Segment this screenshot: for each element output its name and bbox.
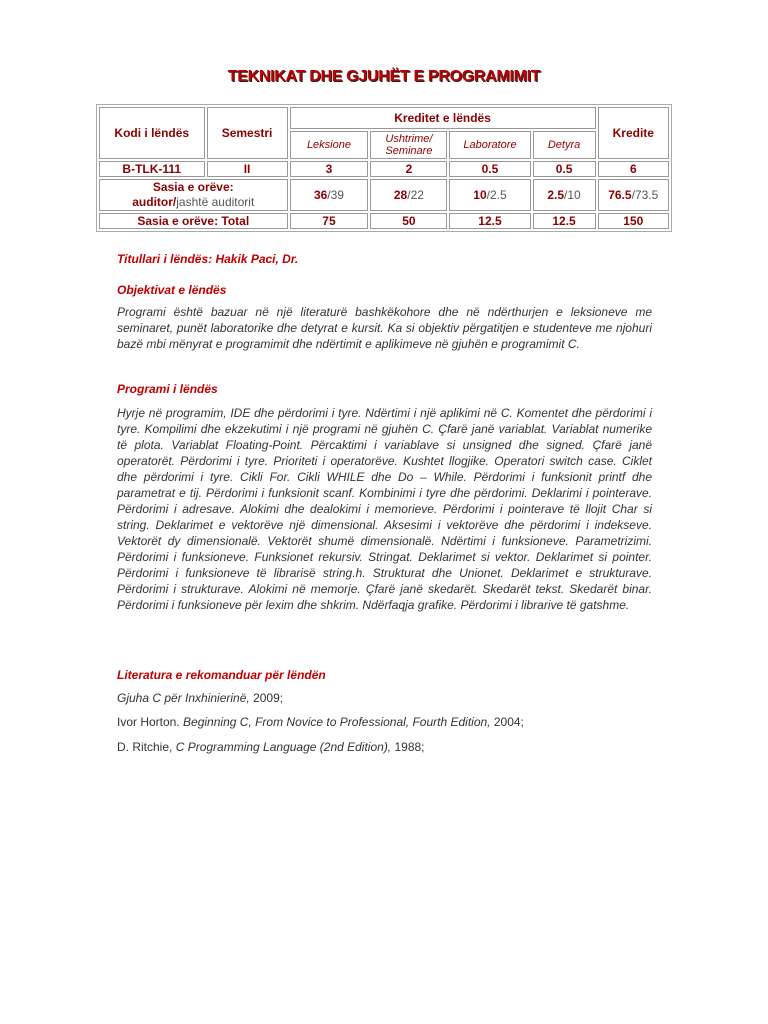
reference-author: D. Ritchie, [117,740,176,754]
objektivat-paragraph: Programi është bazuar në një literaturë bashkëkohore dhe në ndërthurjen e leksioneve me seminaret, punët laboratorike dhe detyrat e kursit. Ka si objektiv përgatitjen e studenteve me njohuri bazë mbi mënyrat e programimit dhe ndërtimit e aplikimeve në gjuhën e programimit C. [117,305,652,351]
cell-sasia-label [99,179,288,211]
value-auditor: 76.5 [608,188,632,202]
credits-table [96,104,672,232]
cell-kredite-hours [598,179,669,211]
cell-detyra-hours [533,179,596,211]
document-title: TEKNIKAT DHE GJUHËT E PROGRAMIMIT [227,68,541,85]
titullari-heading: Titullari i lëndës: Hakik Paci, Dr. [117,252,299,266]
reference-year: 2004; [490,715,524,729]
cell-semestri: II [207,161,288,177]
header-detyra: Detyra [533,131,596,159]
cell-total-laboratore: 12.5 [449,213,530,229]
header-leksione: Leksione [290,131,369,159]
reference-title: Beginning C, From Novice to Professional, Fourth Edition, [183,715,491,729]
reference-title: Gjuha C për Inxhinierinë, [117,691,250,705]
sasia-label-auditor: auditor/ [132,195,177,209]
reference-year: 1988; [391,740,425,754]
header-semestri: Semestri [207,107,288,159]
value-auditor: 10 [473,188,487,202]
cell-kodi: B-TLK-111 [99,161,205,177]
literatura-heading: Literatura e rekomanduar për lëndën [117,668,326,682]
header-seminare: Seminare [385,145,433,157]
reference-item [117,715,657,730]
header-kredite: Kredite [598,107,669,159]
programi-paragraph: Hyrje në programim, IDE dhe përdorimi i tyre. Ndërtimi i një aplikimi në C. Komentet dhe përdorimi i tyre. Kompilimi dhe ekzekutimi i një programi në gjuhën C. Çfarë janë variablat. Variablat numerike të plota. Variablat Floating-Point. Përcaktimi i variablave si unsigned dhe signed. Çfarë janë operatorët. Përdorimi i tyre. Prioriteti i operatorëve. Kushtet llogjike. Operatori switch case. Ciklet dhe përdorimi i tyre. Cikli For. Cikli WHILE dhe Do – While. Përdorimi i funksionit printf dhe parametrat e tij. Përdorimi i funksionit scanf. Kombinimi i tyre dhe përdorimi. Deklarimi i pointerave. Përdorimi i adresave. Alokimi dhe dealokimi i memorieve. Përdorimi i pointerave të llojit Char si string. Deklarimet e vektorëve një dimensional. Aksesimi i vektorëve dhe përdorimi i indekseve. Vektorët dy dimensionalë. Vektorët shumë dimensionalë. Ndërtimi i funksioneve. Parametrizimi. Përdorimi i funksioneve. Funksionet rekursiv. Stringat. Deklarimet si vektor. Deklarimet si pointer. Përdorimi i funksioneve të librarisë string.h. Strukturat dhe Unionet. Deklarimet e strukturave. Përdorimi i strukturave. Alokimi në memorje. Çfarë janë skedarët. Skedarët tekst. Skedarët binar. Përdorimi i funksioneve për lexim dhe shkrim. Ndërfaqja grafike. Përdorimi i librarive të gatshme. [117,406,652,612]
cell-total-leksione: 75 [290,213,369,229]
objektivat-heading: Objektivat e lëndës [117,283,227,297]
header-laboratore: Laboratore [449,131,530,159]
sasia-label-line1: Sasia e orëve: [152,180,234,194]
cell-leksione-hours [290,179,369,211]
value-auditor: 28 [393,188,408,202]
cell-total-label: Sasia e orëve: Total [99,213,288,229]
header-kodi: Kodi i lëndës [99,107,205,159]
value-jashte: /39 [327,188,344,202]
reference-item [117,691,657,706]
value-jashte: /73.5 [631,188,659,202]
reference-author: Ivor Horton. [117,715,184,729]
cell-total-ushtrime: 50 [370,213,447,229]
table-row [99,179,669,211]
sasia-label-jashte: jashtë auditorit [176,195,255,209]
cell-leksione: 3 [290,161,369,177]
reference-title: C Programming Language (2nd Edition), [175,740,392,754]
header-kreditet: Kreditet e lëndës [290,107,596,129]
cell-kredite: 6 [598,161,669,177]
cell-detyra: 0.5 [533,161,596,177]
cell-ushtrime-hours [370,179,447,211]
cell-total-kredite: 150 [598,213,669,229]
reference-year: 2009; [249,691,284,705]
reference-item [117,740,657,755]
cell-total-detyra: 12.5 [533,213,596,229]
value-auditor: 36 [313,188,328,202]
cell-laboratore: 0.5 [449,161,530,177]
value-jashte: /10 [564,188,581,202]
cell-ushtrime: 2 [370,161,447,177]
cell-laboratore-hours [449,179,530,211]
table-row [99,213,669,229]
value-auditor: 2.5 [547,188,565,202]
header-ushtrime: Ushtrime/ [385,133,433,145]
table-row [99,161,669,177]
value-jashte: /22 [407,188,424,202]
header-ushtrime-seminare [370,131,447,159]
value-jashte: /2.5 [486,188,507,202]
programi-heading: Programi i lëndës [117,382,218,396]
